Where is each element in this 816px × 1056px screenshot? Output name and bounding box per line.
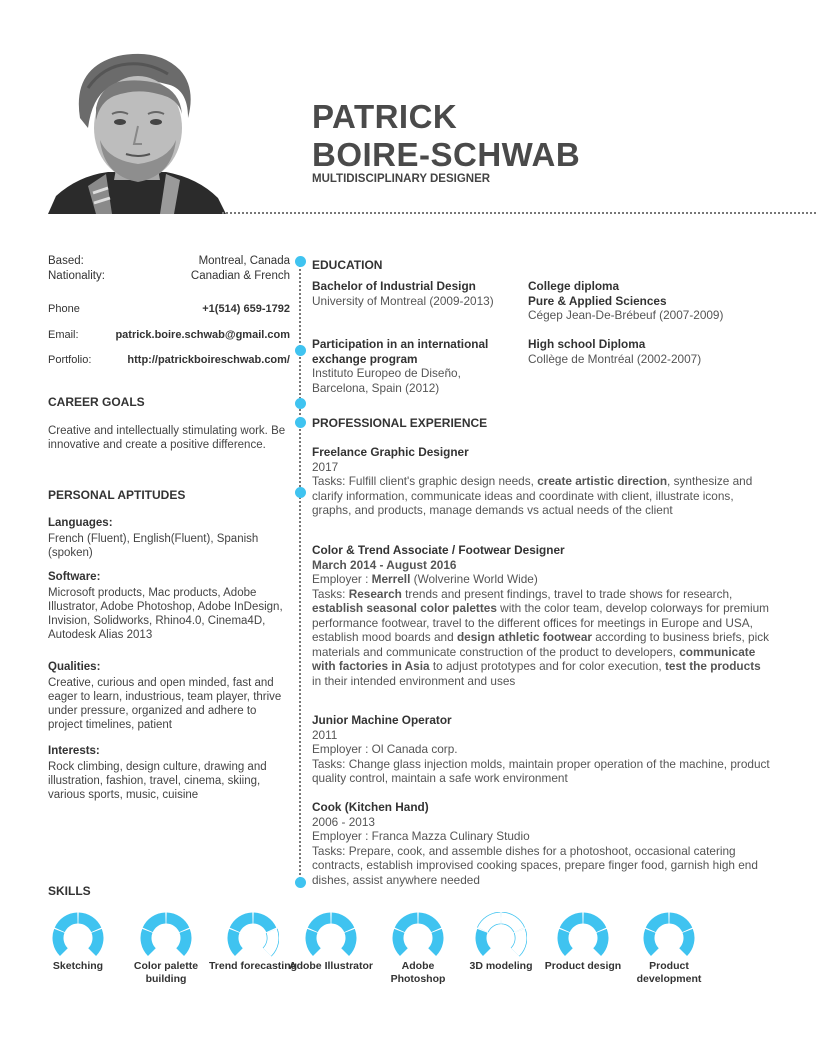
skills-heading: SKILLS xyxy=(48,884,91,898)
skill-gauge-segment xyxy=(180,931,186,952)
timeline-dot xyxy=(295,877,306,888)
job-tasks: Tasks: Change glass injection molds, maintain proper operation of the machine, product quality control, maintain a safe work environment xyxy=(312,756,770,785)
job-title: Cook (Kitchen Hand) xyxy=(312,800,429,814)
job-employer: Employer : Franca Mazza Culinary Studio xyxy=(312,829,530,843)
based-label: Based: xyxy=(48,255,84,267)
skill-gauge-segment xyxy=(683,931,689,952)
email-label: Email: xyxy=(48,329,79,341)
skill-gauge-segment xyxy=(400,918,418,930)
timeline-dot xyxy=(295,345,306,356)
job-entry xyxy=(312,543,772,688)
skill-gauge-segment xyxy=(584,918,602,930)
portfolio-link[interactable]: http://patrickboireschwab.com/ xyxy=(127,354,290,366)
skill-gauge xyxy=(52,912,104,958)
skill-label: Adobe Photoshop xyxy=(390,960,446,985)
skill-item xyxy=(624,912,714,985)
job-date: March 2014 - August 2016 xyxy=(312,557,457,572)
skill-gauge-segment xyxy=(419,918,437,930)
job-date: 2006 - 2013 xyxy=(312,814,375,829)
job-employer: Employer : Merrell (Wolverine World Wide) xyxy=(312,572,538,586)
career-goals-heading: CAREER GOALS xyxy=(48,395,145,409)
education-title-2: Pure & Applied Sciences xyxy=(528,293,667,308)
skill-gauge-segment xyxy=(267,931,273,952)
education-item xyxy=(528,337,778,366)
portfolio-label: Portfolio: xyxy=(48,354,92,366)
skill-gauge-segment xyxy=(515,931,521,952)
interests-text: Rock climbing, design culture, drawing and illustration, fashion, travel, cinema, skiing, various sports, music, cuisine xyxy=(48,761,267,801)
education-detail: Collège de Montréal (2002-2007) xyxy=(528,351,702,366)
timeline-dot xyxy=(295,398,306,409)
skill-label: Sketching xyxy=(52,960,104,972)
education-title: Participation in an international xyxy=(312,337,489,351)
skill-item xyxy=(538,912,628,973)
skill-gauge-segment xyxy=(481,931,487,952)
software-text: Microsoft products, Mac products, Adobe Illustrator, Adobe Photoshop, Adobe InDesign, Invision, Solidworks, Rhino4.0, Cinema4D, Autodesk Alias 2013 xyxy=(48,587,283,641)
job-date: 2017 xyxy=(312,459,339,474)
job-entry xyxy=(312,445,772,518)
job-tasks: Tasks: Fulfill client's graphic design needs, create artistic direction, synthesize and clarify information, communicate ideas and coordinate with client, illustrate icons, graphs, and products, manage demands vs actual needs of the client xyxy=(312,474,753,517)
job-title: Color & Trend Associate / Footwear Designer xyxy=(312,543,565,557)
qualities-label: Qualities: xyxy=(48,661,101,673)
job-entry xyxy=(312,713,772,786)
profile-photo xyxy=(48,48,226,214)
skill-gauge xyxy=(643,912,695,958)
education-detail: Instituto Europeo de Diseño, xyxy=(312,366,461,380)
skill-gauge-segment xyxy=(233,931,239,952)
skill-gauge-segment xyxy=(92,931,98,952)
skill-gauge xyxy=(305,912,357,958)
education-heading: EDUCATION xyxy=(312,258,383,272)
skill-label: Color palette building xyxy=(133,960,199,985)
skill-gauge-segment xyxy=(313,918,331,930)
skill-gauge-segment xyxy=(345,931,351,952)
skill-gauge-segment xyxy=(332,918,350,930)
interests-label: Interests: xyxy=(48,745,100,757)
skill-gauge-segment xyxy=(649,931,655,952)
job-entry xyxy=(312,800,772,887)
education-item xyxy=(312,279,522,308)
education-item xyxy=(528,279,778,323)
job-employer: Employer : Ol Canada corp. xyxy=(312,742,458,756)
phone-label: Phone xyxy=(48,303,80,315)
software-label: Software: xyxy=(48,571,101,583)
skill-item xyxy=(286,912,376,973)
experience-heading: PROFESSIONAL EXPERIENCE xyxy=(312,416,488,430)
skill-gauge xyxy=(475,912,527,958)
job-title: Freelance Graphic Designer xyxy=(312,445,469,459)
education-title: Bachelor of Industrial Design xyxy=(312,279,476,293)
skill-item xyxy=(121,912,211,985)
job-tasks: Tasks: Research trends and present findings, travel to trade shows for research, establish seasonal color palettes with the color team, develop colorways for premium performance footwear, travel to the different offices for meetings in Europe and USA, establish mood boards and design athletic footwear according to business briefs, pick materials and communicate construction of the product to developers, communicate with factories in Asia to adjust prototypes and for color execution, test the products in their intended environment and uses xyxy=(312,586,770,688)
skill-gauge-segment xyxy=(651,918,669,930)
job-tasks: Tasks: Prepare, cook, and assemble dishes for a photoshoot, occasional catering contracts, establish improvised cooking spaces, prepare finger food, garnish high end dishes, assist anywhere needed xyxy=(312,843,758,887)
skill-gauge-segment xyxy=(167,918,185,930)
name-last: BOIRE-SCHWAB xyxy=(312,136,581,173)
skill-gauge xyxy=(392,912,444,958)
languages-label: Languages: xyxy=(48,517,113,529)
skill-gauge-segment xyxy=(670,918,688,930)
skill-gauge-segment xyxy=(311,931,317,952)
timeline-dot xyxy=(295,256,306,267)
skill-label: Adobe Illustrator xyxy=(288,960,373,972)
education-title: High school Diploma xyxy=(528,337,646,351)
header-divider xyxy=(222,212,816,214)
education-item xyxy=(312,337,522,395)
skill-gauge xyxy=(140,912,192,958)
skill-gauge-segment xyxy=(148,918,166,930)
skill-item xyxy=(456,912,546,973)
skill-gauge xyxy=(557,912,609,958)
email-link[interactable]: patrick.boire.schwab@gmail.com xyxy=(115,329,290,341)
nationality-value: Canadian & French xyxy=(190,270,290,282)
skill-label: Product development xyxy=(636,960,702,985)
skill-gauge-segment xyxy=(398,931,404,952)
name-first: PATRICK xyxy=(312,98,458,135)
skill-gauge xyxy=(227,912,279,958)
skill-gauge-segment xyxy=(565,918,583,930)
education-detail-2: Barcelona, Spain (2012) xyxy=(312,380,440,395)
education-detail: Cégep Jean-De-Brébeuf (2007-2009) xyxy=(528,308,724,322)
skill-gauge-segment xyxy=(58,931,64,952)
job-title: MULTIDISCIPLINARY DESIGNER xyxy=(312,173,491,185)
skill-gauge-segment xyxy=(563,931,569,952)
skill-label: Product design xyxy=(544,960,622,972)
career-goals-text: Creative and intellectually stimulating work. Be innovative and create a positive difference. xyxy=(48,425,286,451)
skill-gauge-segment xyxy=(79,918,97,930)
skill-gauge-segment xyxy=(254,918,272,930)
languages-text: French (Fluent), English(Fluent), Spanish (spoken) xyxy=(48,533,259,559)
skill-item xyxy=(208,912,298,973)
job-date: 2011 xyxy=(312,727,338,742)
based-value: Montreal, Canada xyxy=(198,255,290,267)
skill-label: 3D modeling xyxy=(469,960,533,972)
skill-gauge-segment xyxy=(235,918,253,930)
skill-gauge-segment xyxy=(146,931,152,952)
nationality-label: Nationality: xyxy=(48,270,105,282)
skill-gauge-segment xyxy=(60,918,78,930)
timeline-dot xyxy=(295,487,306,498)
phone-value[interactable]: +1(514) 659-1792 xyxy=(202,303,290,315)
job-title: Junior Machine Operator xyxy=(312,713,452,727)
education-title-2: exchange program xyxy=(312,351,418,366)
aptitudes-heading: PERSONAL APTITUDES xyxy=(48,488,186,502)
education-title: College diploma xyxy=(528,279,620,293)
skill-label: Trend forecasting xyxy=(208,960,298,972)
skill-item xyxy=(33,912,123,973)
skill-item xyxy=(373,912,463,985)
qualities-text: Creative, curious and open minded, fast and eager to learn, industrious, team player, thrive under pressure, organized and adhere to project timelines, patient xyxy=(48,677,282,731)
education-detail: University of Montreal (2009-2013) xyxy=(312,293,494,308)
skill-gauge-segment xyxy=(597,931,603,952)
skill-gauge-segment xyxy=(432,931,438,952)
